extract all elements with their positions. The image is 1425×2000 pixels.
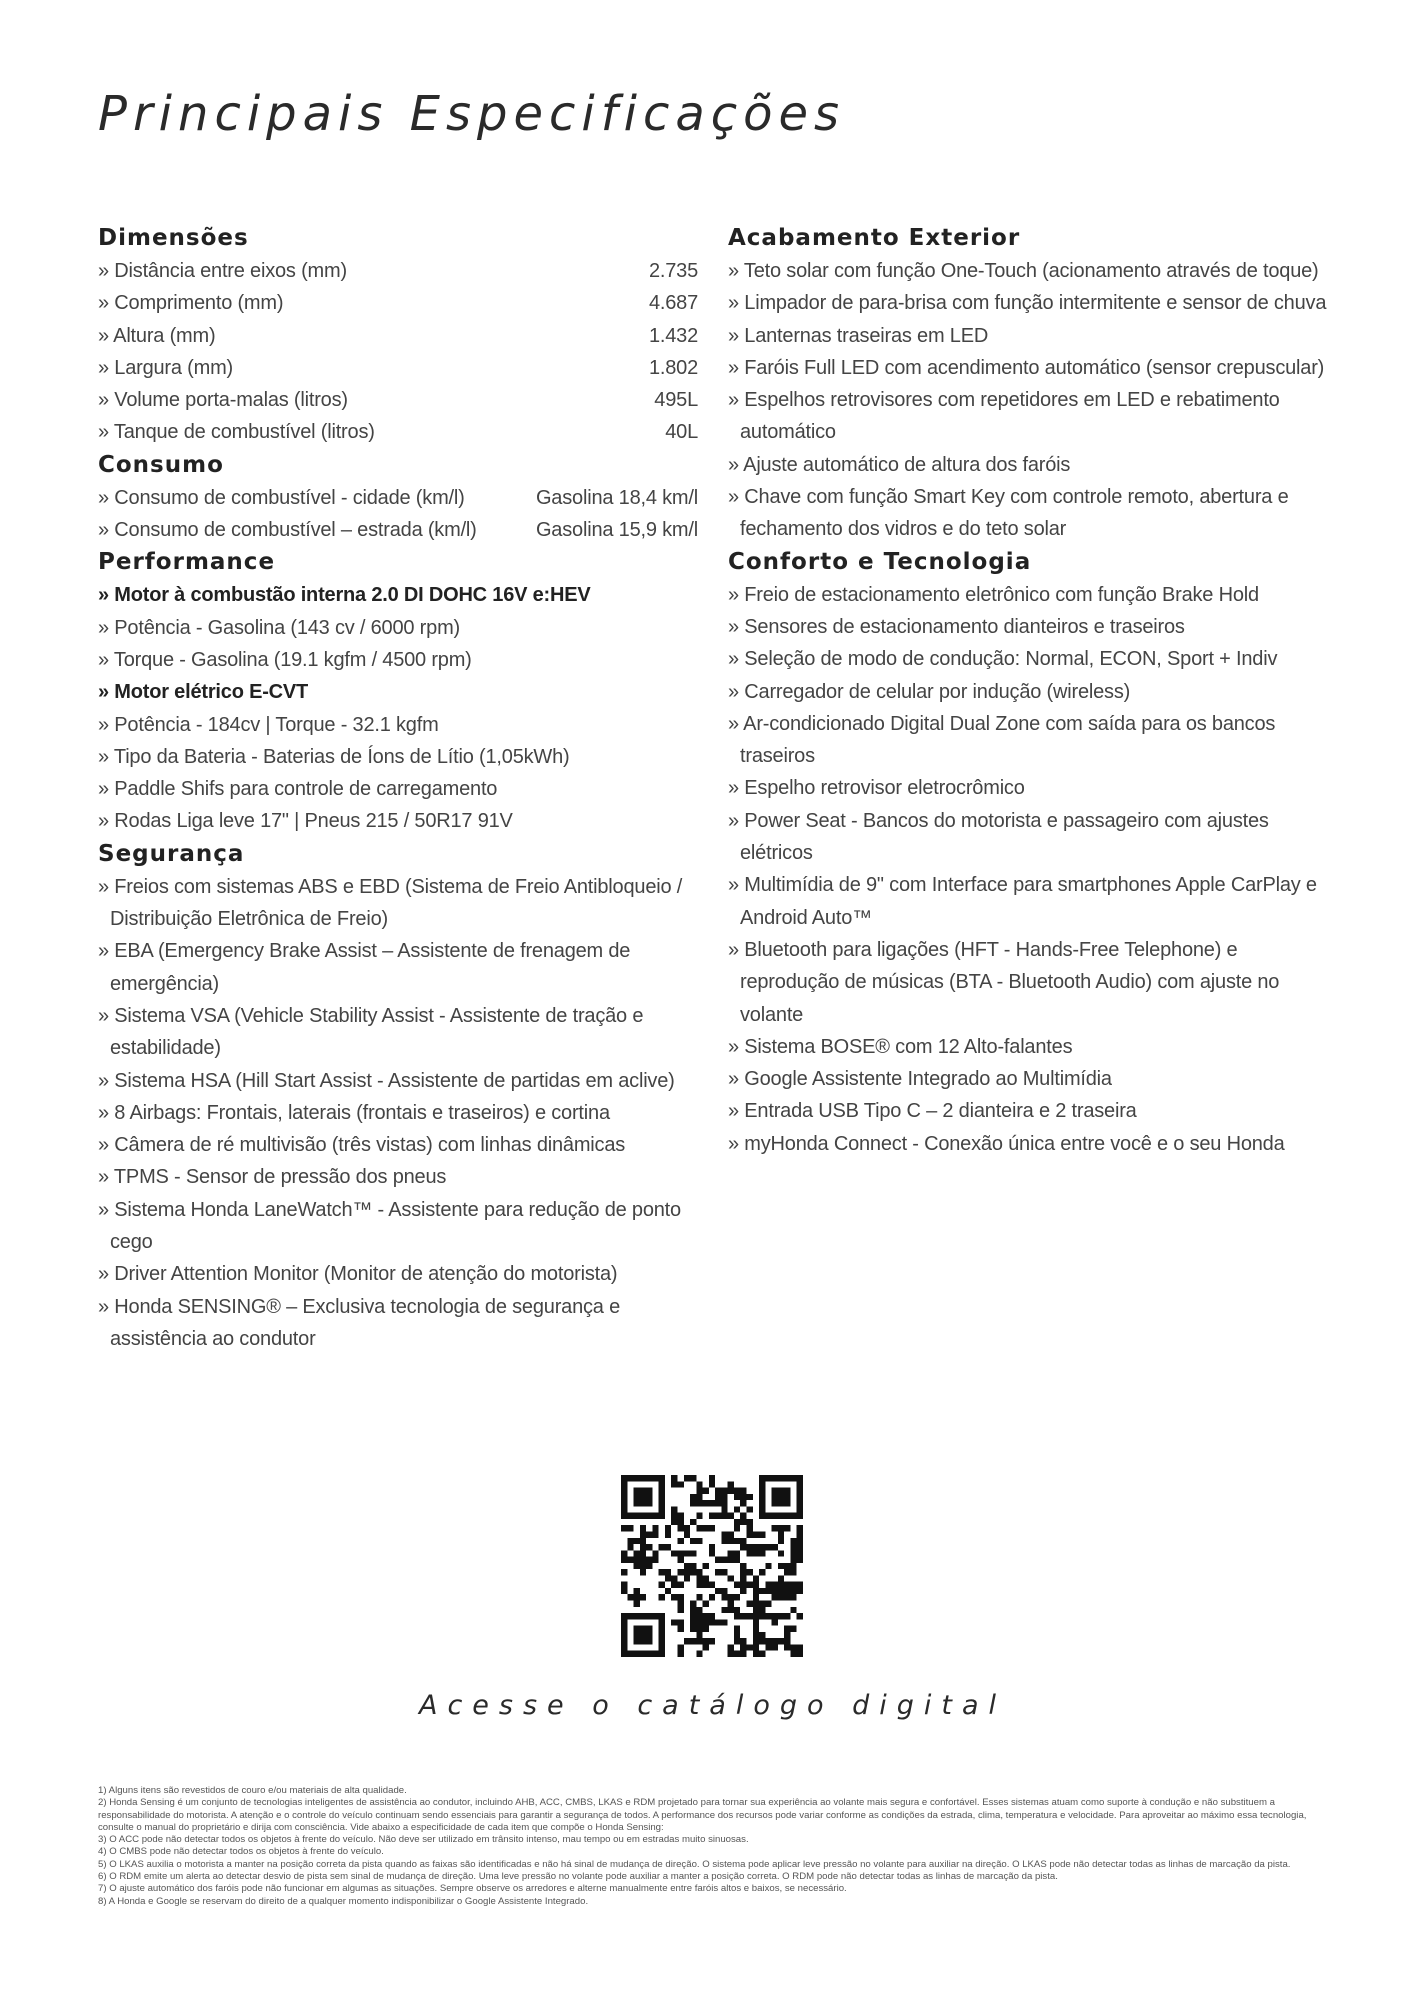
spec-row xyxy=(98,287,698,319)
section-title-seguranca: Segurança xyxy=(98,840,245,867)
list-item: » Motor à combustão interna 2.0 DI DOHC 16V e:HEV xyxy=(98,584,591,607)
footnote: 8) A Honda e Google se reservam do direito de a qualquer momento indisponibilizar o Google Assistente Integrado. xyxy=(98,1895,589,1907)
list-item: » Driver Attention Monitor (Monitor de atenção do motorista) xyxy=(98,1263,618,1286)
spec-value: 40L xyxy=(665,421,698,444)
list-item: » Freios com sistemas ABS e EBD (Sistema de Freio Antibloqueio / Distribuição Eletrônica de Freio) xyxy=(98,875,683,931)
dimensoes-list xyxy=(98,255,698,449)
spec-row xyxy=(98,320,698,352)
list-item: » Faróis Full LED com acendimento automático (sensor crepuscular) xyxy=(728,356,1325,379)
list-item: » Espelhos retrovisores com repetidores em LED e rebatimento automático xyxy=(728,389,1280,444)
footnote: 7) O ajuste automático dos faróis pode não funcionar em algumas as situações. Sempre observe os arredores e alterne manualmente entre faróis altos e baixos, se necessário. xyxy=(98,1883,847,1895)
list-item: » Seleção de modo de condução: Normal, ECON, Sport + Indiv xyxy=(728,648,1278,671)
list-item: » Tipo da Bateria - Baterias de Íons de Lítio (1,05kWh) xyxy=(98,745,570,768)
list-item: » Limpador de para-brisa com função intermitente e sensor de chuva xyxy=(728,292,1327,315)
spec-row xyxy=(98,482,698,514)
spec-value: 495L xyxy=(654,389,698,412)
section-title-conforto: Conforto e Tecnologia xyxy=(728,548,1032,575)
list-item: » TPMS - Sensor de pressão dos pneus xyxy=(98,1166,447,1189)
spec-label: » Largura (mm) xyxy=(98,356,234,379)
seguranca-list xyxy=(98,871,698,1355)
footnote: 4) O CMBS pode não detectar todos os objetos à frente do veículo. xyxy=(98,1846,384,1858)
list-item: » 8 Airbags: Frontais, laterais (frontais e traseiros) e cortina xyxy=(98,1101,610,1124)
spec-row xyxy=(98,255,698,287)
right-column xyxy=(728,222,1328,1160)
section-title-consumo: Consumo xyxy=(98,451,224,478)
footnote: 2) Honda Sensing é um conjunto de tecnologias inteligentes de assistência ao condutor, incluindo AHB, ACC, CMBS, LKAS e RDM projetado para tornar sua experiência ao volante mais segura e confortável. Esses sistemas atuam como suporte à condução e não substituem a responsabilidade do motorista. A atenção e o controle do veículo continuam sendo essenciais para garantir a segurança de todos. A performance dos recursos pode variar conforme as condições da estrada, clima, temperatura e velocidade. Para aproveitar ao máximo essa tecnologia, consulte o manual do proprietário e dirija com consciência. Vide abaixo a especificidade de cada item que compõe o Honda Sensing: xyxy=(98,1797,1307,1833)
list-item: » Ar-condicionado Digital Dual Zone com saída para os bancos traseiros xyxy=(728,712,1276,768)
spec-label: » Altura (mm) xyxy=(98,324,216,347)
spec-row xyxy=(98,352,698,384)
spec-label: » Tanque de combustível (litros) xyxy=(98,421,375,444)
spec-label: » Distância entre eixos (mm) xyxy=(98,260,347,282)
list-item: » Multimídia de 9" com Interface para smartphones Apple CarPlay e Android Auto™ xyxy=(728,874,1317,929)
list-item: » Rodas Liga leve 17" | Pneus 215 / 50R17 91V xyxy=(98,810,513,833)
list-item: » Freio de estacionamento eletrônico com função Brake Hold xyxy=(728,583,1259,606)
list-item: » Chave com função Smart Key com controle remoto, abertura e fechamento dos vidros e do teto solar xyxy=(728,486,1289,541)
list-item: » Motor elétrico E-CVT xyxy=(98,681,309,704)
list-item: » Câmera de ré multivisão (três vistas) com linhas dinâmicas xyxy=(98,1134,626,1157)
page-title: Principais Especificações xyxy=(98,86,846,142)
list-item: » Lanternas traseiras em LED xyxy=(728,324,989,347)
section-title-acabamento: Acabamento Exterior xyxy=(728,225,1021,251)
spec-label: » Volume porta-malas (litros) xyxy=(98,389,348,412)
spec-value: Gasolina 15,9 km/l xyxy=(535,519,698,542)
footnote: 6) O RDM emite um alerta ao detectar desvio de pista sem sinal de mudança de direção. Uma leve pressão no volante pode auxiliar a manter a posição correta. O RDM pode não detectar todas as linhas de marcação da pista. xyxy=(98,1871,1058,1883)
spec-label: » Comprimento (mm) xyxy=(98,292,284,315)
spec-label: » Consumo de combustível - cidade (km/l) xyxy=(98,486,465,509)
qr-caption: Acesse o catálogo digital xyxy=(418,1690,1007,1721)
spec-row xyxy=(98,384,698,416)
list-item: » Sistema BOSE® com 12 Alto-falantes xyxy=(728,1035,1073,1058)
spec-row xyxy=(98,514,698,546)
list-item: » Potência - Gasolina (143 cv / 6000 rpm) xyxy=(98,616,460,639)
footnote: 5) O LKAS auxilia o motorista a manter na posição correta da pista quando as faixas são identificadas e não há sinal de mudança de direção. O sistema pode aplicar leve pressão no volante para auxiliar na direção. O LKAS pode não detectar todas as linhas de marcação da pista. xyxy=(98,1858,1291,1870)
list-item: » Ajuste automático de altura dos faróis xyxy=(728,453,1071,476)
list-item: » Bluetooth para ligações (HFT - Hands-Free Telephone) e reprodução de músicas (BTA - Bluetooth Audio) com ajuste no volante xyxy=(728,938,1280,1026)
conforto-list xyxy=(728,579,1328,1160)
list-item: » Potência - 184cv | Torque - 32.1 kgfm xyxy=(98,713,439,736)
list-item: » EBA (Emergency Brake Assist – Assistente de frenagem de emergência) xyxy=(98,940,631,995)
list-item: » Honda SENSING® – Exclusiva tecnologia de segurança e assistência ao condutor xyxy=(98,1295,621,1350)
list-item: » Sensores de estacionamento dianteiros e traseiros xyxy=(728,615,1185,638)
qr-code-icon[interactable] xyxy=(621,1475,803,1657)
list-item: » Paddle Shifs para controle de carregamento xyxy=(98,778,498,801)
spec-value: 1.432 xyxy=(648,324,698,347)
list-item: » Sistema Honda LaneWatch™ - Assistente para redução de ponto cego xyxy=(98,1198,681,1254)
acabamento-list xyxy=(728,255,1328,546)
list-item: » Google Assistente Integrado ao Multimídia xyxy=(728,1068,1112,1091)
list-item: » Sistema HSA (Hill Start Assist - Assistente de partidas em aclive) xyxy=(98,1069,675,1092)
spec-value: 1.802 xyxy=(648,356,698,379)
spec-value: 4.687 xyxy=(648,292,698,315)
list-item: » Entrada USB Tipo C – 2 dianteira e 2 traseira xyxy=(728,1100,1137,1123)
footnotes xyxy=(98,1785,1328,1908)
spec-value: 2.735 xyxy=(648,260,698,282)
list-item: » Torque - Gasolina (19.1 kgfm / 4500 rpm) xyxy=(98,648,472,671)
list-item: » myHonda Connect - Conexão única entre você e o seu Honda xyxy=(728,1132,1285,1155)
list-item: » Carregador de celular por indução (wireless) xyxy=(728,680,1131,703)
consumo-list xyxy=(98,482,698,547)
list-item: » Sistema VSA (Vehicle Stability Assist - Assistente de tração e estabilidade) xyxy=(98,1004,644,1060)
list-item: » Teto solar com função One-Touch (acionamento através de toque) xyxy=(728,260,1319,282)
section-title-performance: Performance xyxy=(98,549,276,576)
performance-list xyxy=(98,579,698,837)
list-item: » Espelho retrovisor eletrocrômico xyxy=(728,777,1025,800)
footnote: 3) O ACC pode não detectar todos os objetos à frente do veículo. Não deve ser utilizado em trânsito intenso, mau tempo ou em estradas muito sinuosas. xyxy=(98,1834,749,1846)
spec-row xyxy=(98,416,698,448)
spec-label: » Consumo de combustível – estrada (km/l) xyxy=(98,519,477,542)
left-column xyxy=(98,222,698,1355)
list-item: » Power Seat - Bancos do motorista e passageiro com ajustes elétricos xyxy=(728,809,1269,865)
spec-value: Gasolina 18,4 km/l xyxy=(535,486,698,509)
section-title-dimensoes: Dimensões xyxy=(98,225,249,251)
footnote: 1) Alguns itens são revestidos de couro e/ou materiais de alta qualidade. xyxy=(98,1785,407,1796)
